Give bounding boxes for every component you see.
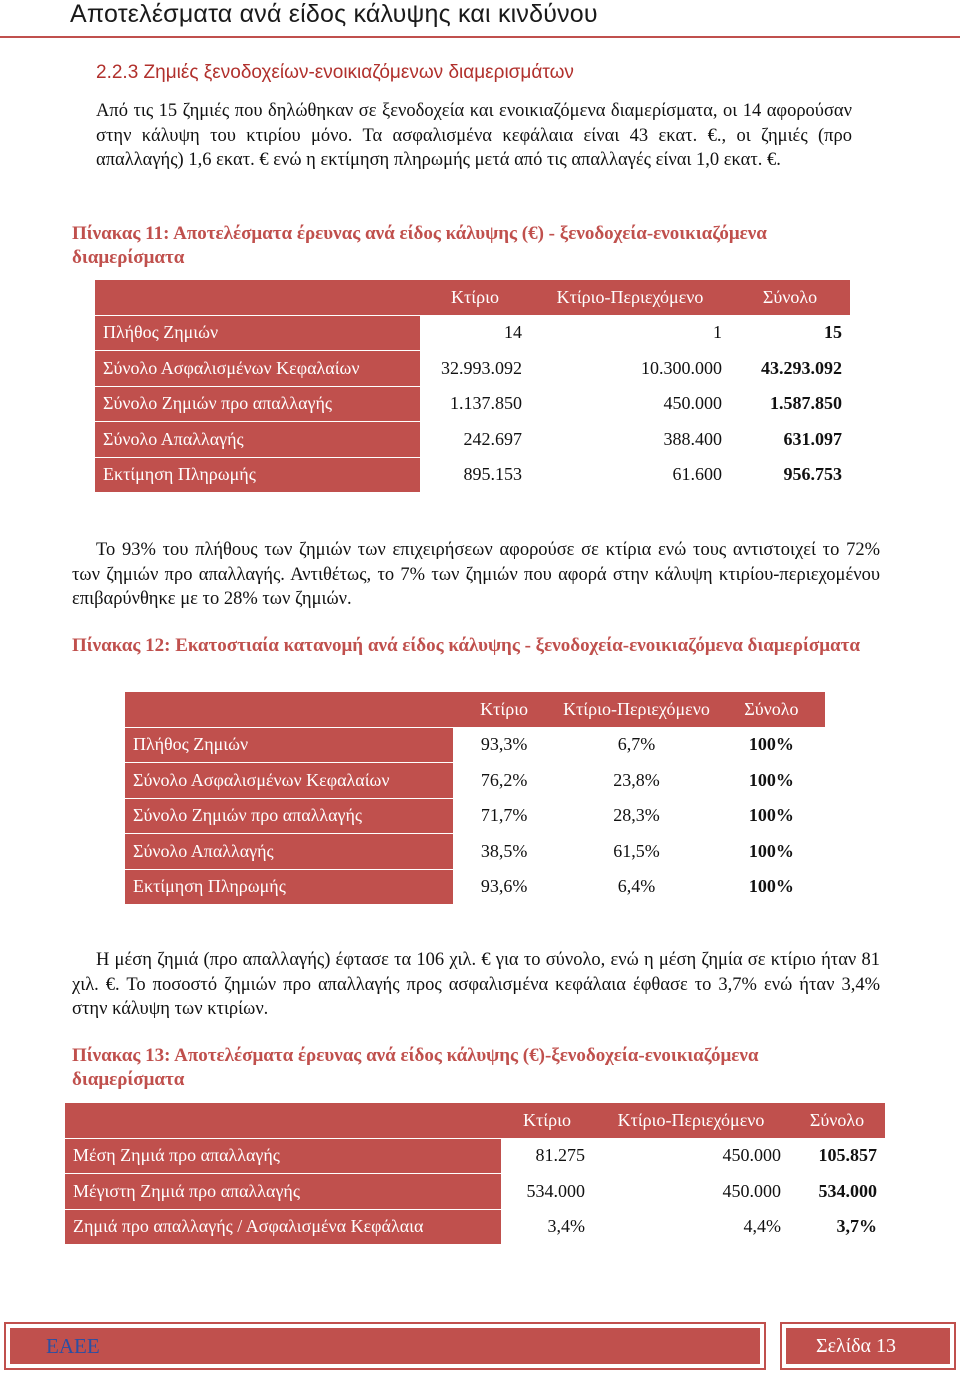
- cell: 71,7%: [453, 798, 555, 834]
- page-header-title: Αποτελέσματα ανά είδος κάλυψης και κινδύνου: [70, 0, 598, 28]
- cell: 61,5%: [555, 834, 718, 870]
- table-corner: [65, 1103, 501, 1138]
- table11-caption: Πίνακας 11: Αποτελέσματα έρευνας ανά είδος κάλυψης (€) - ξενοδοχεία-ενοικιαζόμενα διαμερίσματα: [72, 223, 767, 268]
- cell-total: 100%: [718, 798, 825, 834]
- cell: 38,5%: [453, 834, 555, 870]
- row-label: Σύνολο Απαλλαγής: [125, 834, 453, 870]
- section-title: 2.2.3 Ζημιές ξενοδοχείων-ενοικιαζόμενων διαμερισμάτων: [96, 62, 574, 83]
- table12: [125, 692, 825, 905]
- table-row: [65, 1209, 885, 1245]
- paragraph-intro: Από τις 15 ζημιές που δηλώθηκαν σε ξενοδοχεία και ενοικιαζόμενα διαμερίσματα, οι 14 αφορούσαν στην κάλυψη του κτιρίου μόνο. Τα ασφαλισμένα κεφάλαια είναι 43 εκατ. €., οι ζημιές (προ απαλλαγής) 1,6 εκατ. € ενώ η εκτίμηση πληρωμής μετά από τις απαλλαγές είναι 1,0 εκατ. €.: [96, 101, 852, 170]
- cell: 895.153: [420, 457, 530, 493]
- table13-caption: Πίνακας 13: Αποτελέσματα έρευνας ανά είδος κάλυψης (€)-ξενοδοχεία-ενοικιαζόμενα διαμερίσματα: [72, 1045, 759, 1090]
- paragraph-average: Η μέση ζημιά (προ απαλλαγής) έφτασε τα 106 χιλ. € για το σύνολο, ενώ η μέση ζημία σε κτίριο ήταν 81 χιλ. €. Το ποσοστό ζημιών προ απαλλαγής προς ασφαλισμένα κεφάλαια έφθασε το 3,7% ενώ ήταν 3,4% στην κάλυψη των κτιρίων.: [72, 950, 880, 1019]
- table11: [95, 280, 850, 493]
- cell: 28,3%: [555, 798, 718, 834]
- table-row: [95, 457, 850, 493]
- column-header: Σύνολο: [718, 692, 825, 727]
- header-rule: [0, 36, 960, 38]
- cell-total: 631.097: [730, 422, 850, 458]
- row-label: Σύνολο Απαλλαγής: [95, 422, 420, 458]
- cell: 3,4%: [501, 1209, 593, 1245]
- cell-total: 3,7%: [789, 1209, 885, 1245]
- row-label: Εκτίμηση Πληρωμής: [125, 869, 453, 905]
- cell: 14: [420, 315, 530, 351]
- footer-page-box: [780, 1322, 956, 1370]
- cell: 32.993.092: [420, 351, 530, 387]
- cell-total: 100%: [718, 834, 825, 870]
- cell-total: 105.857: [789, 1138, 885, 1174]
- cell: 6,7%: [555, 727, 718, 763]
- cell: 1.137.850: [420, 386, 530, 422]
- table-row: [65, 1138, 885, 1174]
- column-header: Κτίριο-Περιεχόμενο: [593, 1103, 789, 1138]
- cell: 6,4%: [555, 869, 718, 905]
- table-header-row: [95, 280, 850, 315]
- table-row: [125, 869, 825, 905]
- cell: 23,8%: [555, 763, 718, 799]
- cell-total: 15: [730, 315, 850, 351]
- cell-total: 956.753: [730, 457, 850, 493]
- cell-total: 100%: [718, 763, 825, 799]
- table-row: [95, 386, 850, 422]
- table-corner: [125, 692, 453, 727]
- cell: 93,3%: [453, 727, 555, 763]
- cell-total: 100%: [718, 727, 825, 763]
- table-row: [125, 763, 825, 799]
- cell: 76,2%: [453, 763, 555, 799]
- row-label: Σύνολο Ασφαλισμένων Κεφαλαίων: [125, 763, 453, 799]
- column-header: Κτίριο: [501, 1103, 593, 1138]
- column-header: Κτίριο: [453, 692, 555, 727]
- cell: 450.000: [593, 1138, 789, 1174]
- cell-total: 534.000: [789, 1174, 885, 1210]
- table-row: [125, 798, 825, 834]
- paragraph-analysis: Το 93% του πλήθους των ζημιών των επιχειρήσεων αφορούσε σε κτίρια ενώ τους αντιστοιχεί το 72% των ζημιών προ απαλλαγής. Αντιθέτως, το 7% των ζημιών που αφορά στην κάλυψη κτιρίου-περιεχομένου επιβαρύνθηκε με το 28% των ζημιών.: [72, 540, 880, 609]
- row-label: Σύνολο Ασφαλισμένων Κεφαλαίων: [95, 351, 420, 387]
- table-row: [95, 315, 850, 351]
- table13: [65, 1103, 885, 1245]
- table12-caption: Πίνακας 12: Εκατοστιαία κατανομή ανά είδος κάλυψης - ξενοδοχεία-ενοικιαζόμενα διαμερίσματα: [72, 635, 860, 656]
- table-header-row: [65, 1103, 885, 1138]
- cell-total: 43.293.092: [730, 351, 850, 387]
- row-label: Πλήθος Ζημιών: [125, 727, 453, 763]
- table-row: [125, 834, 825, 870]
- table-row: [95, 422, 850, 458]
- footer-org: ΕΑΕΕ: [46, 1334, 100, 1358]
- table-row: [65, 1174, 885, 1210]
- cell: 450.000: [530, 386, 730, 422]
- row-label: Πλήθος Ζημιών: [95, 315, 420, 351]
- table-row: [95, 351, 850, 387]
- cell: 93,6%: [453, 869, 555, 905]
- footer-org-box: [4, 1322, 766, 1370]
- cell: 61.600: [530, 457, 730, 493]
- table-corner: [95, 280, 420, 315]
- cell: 81.275: [501, 1138, 593, 1174]
- column-header: Σύνολο: [730, 280, 850, 315]
- page-number: Σελίδα 13: [816, 1335, 897, 1357]
- row-label: Σύνολο Ζημιών προ απαλλαγής: [125, 798, 453, 834]
- row-label: Ζημιά προ απαλλαγής / Ασφαλισμένα Κεφάλαια: [65, 1209, 501, 1245]
- footer-bar: [10, 1328, 760, 1364]
- cell: 10.300.000: [530, 351, 730, 387]
- cell: 1: [530, 315, 730, 351]
- column-header: Κτίριο-Περιεχόμενο: [530, 280, 730, 315]
- cell: 388.400: [530, 422, 730, 458]
- cell: 242.697: [420, 422, 530, 458]
- table-header-row: [125, 692, 825, 727]
- cell: 534.000: [501, 1174, 593, 1210]
- row-label: Μέγιστη Ζημιά προ απαλλαγής: [65, 1174, 501, 1210]
- row-label: Εκτίμηση Πληρωμής: [95, 457, 420, 493]
- row-label: Μέση Ζημιά προ απαλλαγής: [65, 1138, 501, 1174]
- column-header: Σύνολο: [789, 1103, 885, 1138]
- cell-total: 1.587.850: [730, 386, 850, 422]
- row-label: Σύνολο Ζημιών προ απαλλαγής: [95, 386, 420, 422]
- cell: 4,4%: [593, 1209, 789, 1245]
- cell: 450.000: [593, 1174, 789, 1210]
- column-header: Κτίριο: [420, 280, 530, 315]
- cell-total: 100%: [718, 869, 825, 905]
- table-row: [125, 727, 825, 763]
- column-header: Κτίριο-Περιεχόμενο: [555, 692, 718, 727]
